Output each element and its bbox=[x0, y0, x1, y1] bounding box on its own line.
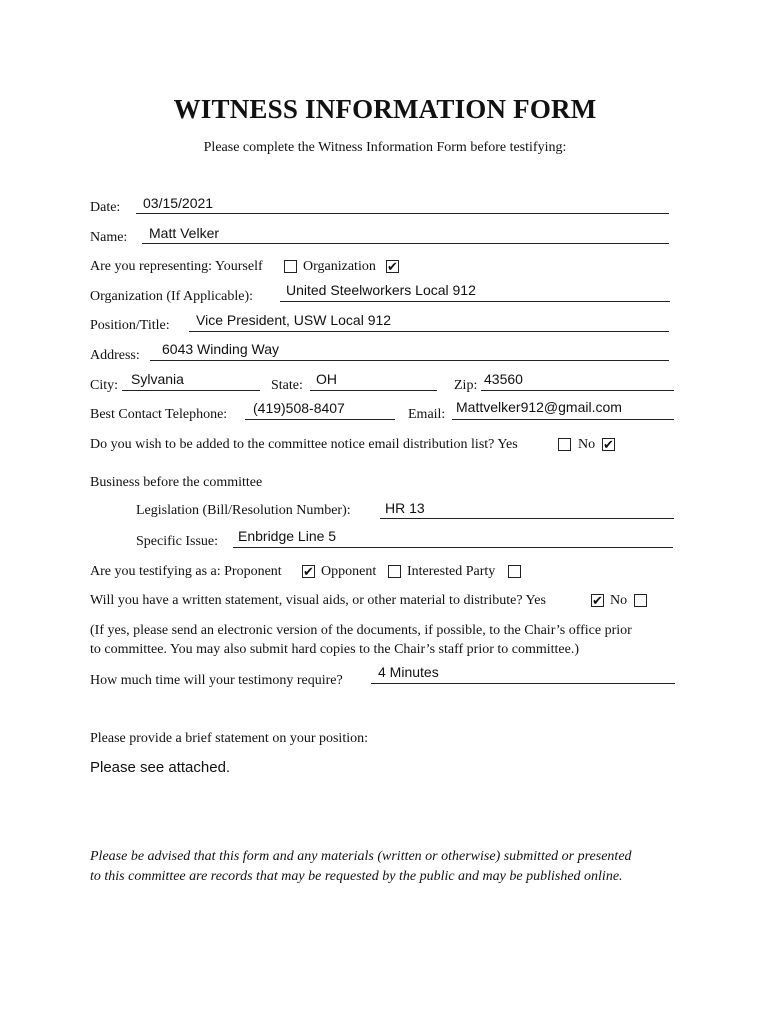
representing-label: Are you representing: Yourself bbox=[90, 259, 263, 274]
distribution-no-checkbox[interactable]: ✔ bbox=[603, 438, 614, 453]
interested-party-label: Interested Party bbox=[407, 564, 496, 579]
zip-label: Zip: bbox=[454, 378, 478, 393]
statement-label: Please provide a brief statement on your position: bbox=[90, 731, 368, 746]
name-label: Name: bbox=[90, 230, 128, 245]
statement-field[interactable]: Please see attached. bbox=[90, 759, 231, 776]
distribution-label: Do you wish to be added to the committee notice email distribution list? Yes bbox=[90, 437, 518, 452]
materials-note-line1: (If yes, please send an electronic version of the documents, if possible, to the Chair’s office prior bbox=[90, 623, 632, 638]
city-label: City: bbox=[90, 378, 119, 393]
distribution-yes-checkbox[interactable] bbox=[558, 438, 571, 451]
yourself-checkbox[interactable] bbox=[284, 260, 297, 273]
state-field[interactable]: OH bbox=[316, 371, 337, 387]
disclaimer-line2: to this committee are records that may be requested by the public and may be published online. bbox=[90, 869, 623, 884]
disclaimer-line1: Please be advised that this form and any materials (written or otherwise) submitted or presented bbox=[90, 849, 632, 864]
state-label: State: bbox=[271, 378, 303, 393]
date-underline bbox=[136, 213, 669, 214]
address-label: Address: bbox=[90, 348, 140, 363]
organization-option-label: Organization bbox=[303, 259, 376, 274]
issue-label: Specific Issue: bbox=[136, 534, 219, 549]
organization-underline bbox=[280, 301, 670, 302]
form-title: WITNESS INFORMATION FORM bbox=[173, 94, 597, 124]
zip-underline bbox=[481, 390, 674, 391]
phone-label: Best Contact Telephone: bbox=[90, 407, 228, 422]
proponent-checkbox[interactable]: ✔ bbox=[303, 565, 314, 580]
testifying-label: Are you testifying as a: Proponent bbox=[90, 564, 282, 579]
email-label: Email: bbox=[408, 407, 446, 422]
legislation-underline bbox=[380, 518, 674, 519]
materials-label: Will you have a written statement, visual aids, or other material to distribute? Yes bbox=[90, 593, 546, 608]
state-underline bbox=[310, 390, 437, 391]
legislation-label: Legislation (Bill/Resolution Number): bbox=[136, 503, 351, 518]
issue-underline bbox=[233, 547, 673, 548]
phone-field[interactable]: (419)508-8407 bbox=[253, 400, 345, 416]
form-subtitle: Please complete the Witness Information Form before testifying: bbox=[203, 140, 567, 155]
opponent-checkbox[interactable] bbox=[388, 565, 401, 578]
email-field[interactable]: Mattvelker912@gmail.com bbox=[456, 399, 622, 415]
zip-field[interactable]: 43560 bbox=[484, 371, 523, 387]
distribution-no-label: No bbox=[578, 437, 596, 452]
time-label: How much time will your testimony require? bbox=[90, 673, 343, 688]
opponent-label: Opponent bbox=[321, 564, 377, 579]
position-underline bbox=[189, 331, 669, 332]
name-field[interactable]: Matt Velker bbox=[149, 225, 220, 241]
city-field[interactable]: Sylvania bbox=[131, 371, 184, 387]
address-underline bbox=[150, 360, 669, 361]
business-heading: Business before the committee bbox=[90, 475, 263, 490]
organization-label: Organization (If Applicable): bbox=[90, 289, 254, 304]
materials-note-line2: to committee. You may also submit hard copies to the Chair’s staff prior to committee.) bbox=[90, 642, 580, 657]
materials-no-checkbox[interactable] bbox=[634, 594, 647, 607]
city-underline bbox=[122, 390, 260, 391]
address-field[interactable]: 6043 Winding Way bbox=[162, 341, 279, 357]
position-label: Position/Title: bbox=[90, 318, 170, 333]
time-field[interactable]: 4 Minutes bbox=[378, 664, 439, 680]
email-underline bbox=[452, 419, 674, 420]
phone-underline bbox=[245, 419, 395, 420]
interested-party-checkbox[interactable] bbox=[508, 565, 521, 578]
date-field[interactable]: 03/15/2021 bbox=[143, 195, 214, 211]
time-underline bbox=[371, 683, 675, 684]
organization-field[interactable]: United Steelworkers Local 912 bbox=[286, 282, 476, 298]
organization-checkbox[interactable]: ✔ bbox=[387, 260, 398, 275]
issue-field[interactable]: Enbridge Line 5 bbox=[238, 528, 337, 544]
materials-no-label: No bbox=[610, 593, 628, 608]
date-label: Date: bbox=[90, 200, 121, 215]
position-field[interactable]: Vice President, USW Local 912 bbox=[196, 312, 392, 328]
name-underline bbox=[142, 243, 669, 244]
materials-yes-checkbox[interactable]: ✔ bbox=[592, 594, 603, 609]
legislation-field[interactable]: HR 13 bbox=[385, 500, 425, 516]
